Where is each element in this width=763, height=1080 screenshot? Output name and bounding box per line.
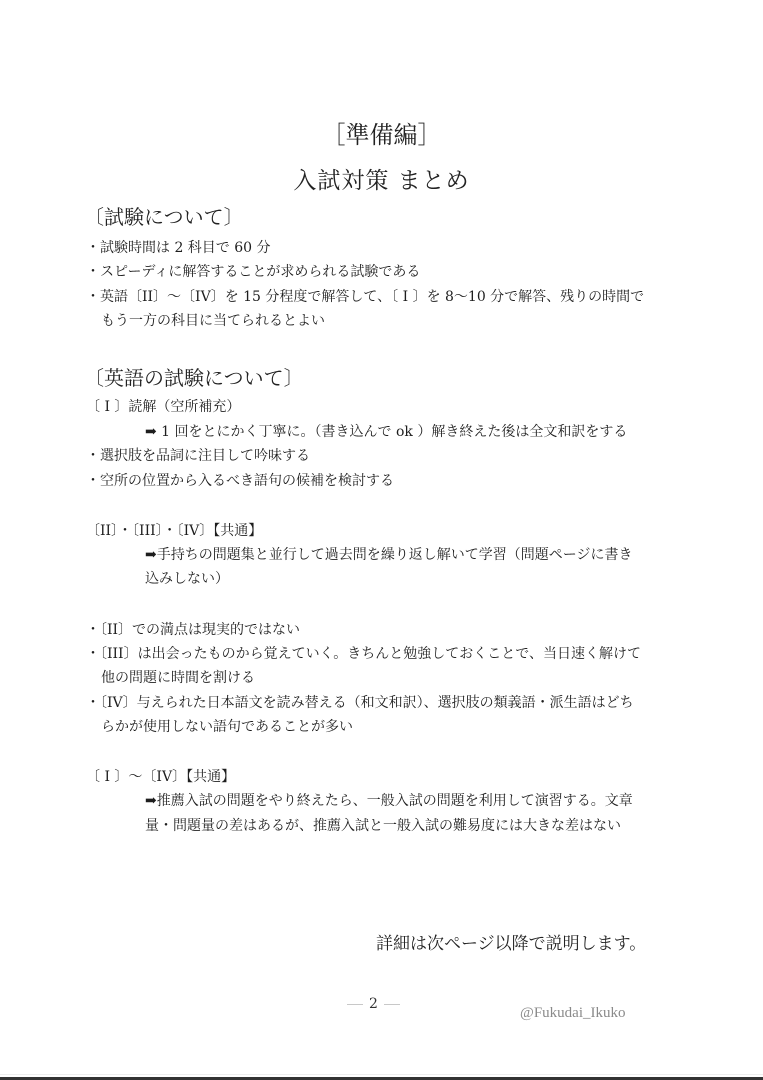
part1-label: 〔 I 〕読解（空所補充） <box>86 399 241 415</box>
closing-note: 詳細は次ページ以降で説明します。 <box>376 934 647 954</box>
part3-bullet-iii-cont: 他の問題に時間を割ける <box>101 670 255 686</box>
part3-bullet-iii: ・〔III〕は出会ったものから覚えていく。きちんと勉強しておくことで、当日速く解けて <box>86 646 642 662</box>
part4-arrow-note-cont: 量・問題量の差はあるが、推薦入試と一般入試の難易度には大きな差はない <box>145 818 621 834</box>
bottom-divider-light <box>0 1074 763 1075</box>
part1-bullet-choices: ・選択肢を品詞に注目して吟味する <box>86 448 310 464</box>
document-title: 入試対策 まとめ <box>293 168 470 194</box>
part4-arrow-note: ➡推薦入試の問題をやり終えたら、一般入試の問題を利用して演習する。文章 <box>145 793 633 809</box>
bullet-exam-time: ・試験時間は 2 科目で 60 分 <box>86 240 271 256</box>
page-number <box>341 994 406 1014</box>
part2-arrow-note: ➡手持ちの問題集と並行して過去問を繰り返し解いて学習（問題ページに書き <box>145 547 633 563</box>
page-number-dash-right <box>384 1004 400 1005</box>
watermark: @Fukudai_Ikuko <box>520 1005 626 1021</box>
document-category-title: ［準備編］ <box>321 121 442 149</box>
part3-bullet-ii: ・〔II〕での満点は現実的ではない <box>86 622 301 638</box>
part2-arrow-note-cont: 込みしない） <box>145 571 229 587</box>
part3-bullet-iv-cont: らかが使用しない語句であることが多い <box>101 719 353 735</box>
part1-bullet-blank-position: ・空所の位置から入るべき語句の候補を検討する <box>86 473 394 489</box>
part1-arrow-note: ➡ 1 回をとにかく丁寧に。（書き込んで ok ）解き終えた後は全文和訳をする <box>145 424 628 440</box>
part2-label: 〔II〕・〔III〕・〔IV〕【共通】 <box>86 523 263 539</box>
page-number-value: 2 <box>369 996 378 1012</box>
section-heading-exam: 〔試験について〕 <box>84 205 244 229</box>
bullet-time-allocation-cont: もう一方の科目に当てられるとよい <box>101 313 325 329</box>
page-number-dash-left <box>347 1004 363 1005</box>
section-heading-english: 〔英語の試験について〕 <box>84 366 304 390</box>
bullet-speed: ・スピーディに解答することが求められる試験である <box>86 264 421 280</box>
bullet-time-allocation: ・英語〔II〕～〔IV〕を 15 分程度で解答して、〔 I 〕を 8～10 分で解答、残りの時間で <box>86 289 645 305</box>
part3-bullet-iv: ・〔IV〕与えられた日本語文を読み替える（和文和訳）、選択肢の類義語・派生語はどち <box>86 695 634 711</box>
part4-label: 〔 I 〕～〔IV〕【共通】 <box>86 769 236 785</box>
